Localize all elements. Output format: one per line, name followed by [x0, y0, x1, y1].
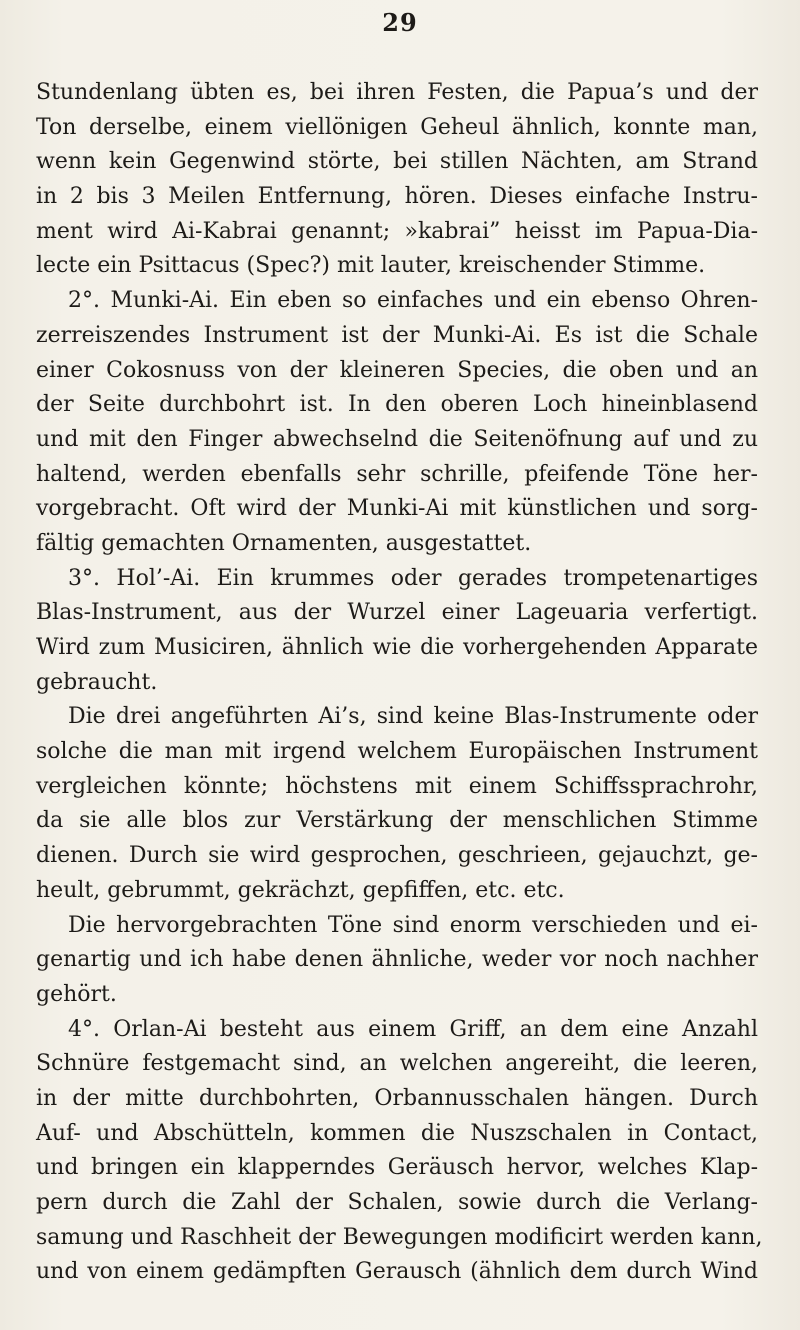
text-line: wenn kein Gegenwind störte, bei stillen Nächten, am Strand — [36, 149, 758, 175]
text-line: solche die man mit irgend welchem Europäischen Instrument — [36, 739, 758, 765]
text-line: gehört. — [36, 981, 117, 1007]
page-number: 29 — [382, 8, 418, 37]
text-line: dienen. Durch sie wird gesprochen, geschrieen, gejauchzt, ge- — [36, 843, 758, 869]
text-line: vorgebracht. Oft wird der Munki-Ai mit künstlichen und sorg- — [36, 496, 758, 522]
text-line: vergleichen könnte; höchstens mit einem Schiffssprachrohr, — [36, 773, 758, 799]
text-line: und bringen ein klapperndes Geräusch hervor, welches Klap- — [36, 1155, 758, 1181]
text-line: 3°. Hol’-Ai. Ein krummes oder gerades trompetenartiges — [68, 565, 758, 591]
text-line: zerreiszendes Instrument ist der Munki-Ai. Es ist die Schale — [36, 322, 758, 348]
text-line: in der mitte durchbohrten, Orbannusschalen hängen. Durch — [36, 1085, 758, 1111]
text-line: Stundenlang übten es, bei ihren Festen, die Papua’s und der — [36, 80, 758, 105]
text-line: Die drei angeführten Ai’s, sind keine Blas-Instrumente oder — [68, 704, 758, 730]
text-line: Ton derselbe, einem viellönigen Geheul ähnlich, konnte man, — [36, 114, 758, 140]
text-line: haltend, werden ebenfalls sehr schrille, pfeifende Töne her- — [36, 461, 758, 487]
text-line: der Seite durchbohrt ist. In den oberen Loch hineinblasend — [36, 392, 758, 418]
text-line: Schnüre festgemacht sind, an welchen angereiht, die leeren, — [36, 1051, 758, 1077]
text-line: da sie alle blos zur Verstärkung der menschlichen Stimme — [36, 808, 758, 834]
text-line: heult, gebrummt, gekrächzt, gepfiffen, etc. etc. — [36, 877, 565, 903]
text-line: gebraucht. — [36, 669, 158, 695]
text-line: 2°. Munki-Ai. Ein eben so einfaches und ein ebenso Ohren- — [68, 288, 758, 314]
body-text — [36, 76, 763, 1290]
text-line: lecte ein Psittacus (Spec?) mit lauter, kreischender Stimme. — [36, 253, 706, 279]
text-line: ment wird Ai-Kabrai genannt; »kabrai” heisst im Papua-Dia- — [36, 218, 758, 244]
text-line: einer Cokosnuss von der kleineren Species, die oben und an — [36, 357, 758, 383]
text-line: und von einem gedämpften Gerausch (ähnlich dem durch Wind — [36, 1259, 758, 1285]
text-line: Auf- und Abschütteln, kommen die Nuszschalen in Contact, — [36, 1120, 758, 1146]
text-line: in 2 bis 3 Meilen Entfernung, hören. Dieses einfache Instru- — [36, 184, 758, 210]
text-line: 4°. Orlan-Ai besteht aus einem Griff, an dem eine Anzahl — [68, 1016, 758, 1042]
text-line: und mit den Finger abwechselnd die Seitenöfnung auf und zu — [36, 426, 758, 452]
text-line: Wird zum Musiciren, ähnlich wie die vorhergehenden Apparate — [36, 635, 758, 660]
text-line: samung und Raschheit der Bewegungen modificirt werden kann, — [36, 1224, 763, 1250]
text-line: pern durch die Zahl der Schalen, sowie durch die Verlang- — [36, 1190, 758, 1215]
text-line: Blas-Instrument, aus der Wurzel einer Lageuaria verfertigt. — [36, 600, 758, 626]
text-line: genartig und ich habe denen ähnliche, weder vor noch nachher — [36, 947, 758, 973]
text-line: Die hervorgebrachten Töne sind enorm verschieden und ei- — [68, 912, 758, 938]
text-line: fältig gemachten Ornamenten, ausgestattet. — [36, 530, 532, 556]
